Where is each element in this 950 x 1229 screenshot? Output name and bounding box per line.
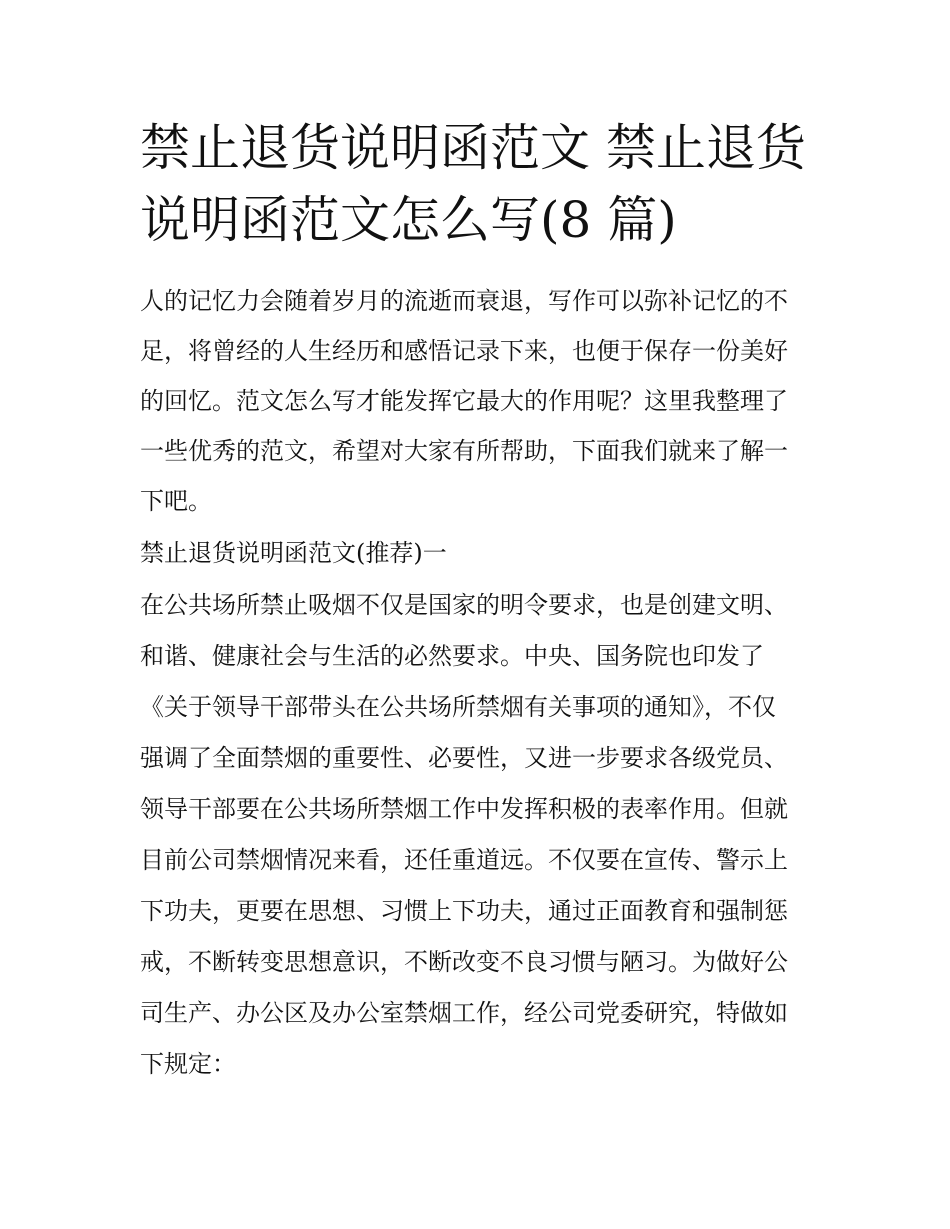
body-line-9: 司生产、办公区及办公室禁烟工作，经公司党委研究，特做如 [140,999,788,1027]
document-title [140,112,820,256]
intro-line-3: 的回忆。范文怎么写才能发挥它最大的作用呢？这里我整理了 [140,387,788,415]
title-line-1: 禁止退货说明函范文 禁止退货 [140,119,806,177]
body-line-7: 下功夫，更要在思想、习惯上下功夫，通过正面教育和强制惩 [140,897,788,925]
intro-line-2: 足，将曾经的人生经历和感悟记录下来，也便于保存一份美好 [140,337,788,365]
body-line-8: 戒，不断转变思想意识，不断改变不良习惯与陋习。为做好公 [140,948,788,976]
body-line-5: 领导干部要在公共场所禁烟工作中发挥积极的表率作用。但就 [140,795,788,823]
section-heading: 禁止退货说明函范文(推荐)一 [140,539,447,567]
intro-line-1: 人的记忆力会随着岁月的流逝而衰退，写作可以弥补记忆的不 [140,287,788,315]
intro-line-5: 下吧。 [140,487,212,515]
body-line-2: 和谐、健康社会与生活的必然要求。中央、国务院也印发了 [140,642,764,670]
body-line-3: 《关于领导干部带头在公共场所禁烟有关事项的通知》，不仅 [140,693,776,721]
body-line-1: 在公共场所禁止吸烟不仅是国家的明令要求，也是创建文明、 [140,591,788,619]
body-line-6: 目前公司禁烟情况来看，还任重道远。不仅要在宣传、警示上 [140,846,788,874]
body-line-10: 下规定： [140,1050,236,1078]
body-line-4: 强调了全面禁烟的重要性、必要性，又进一步要求各级党员、 [140,744,788,772]
title-line-2: 说明函范文怎么写(8 篇) [140,191,677,249]
intro-line-4: 一些优秀的范文，希望对大家有所帮助，下面我们就来了解一 [140,437,788,465]
